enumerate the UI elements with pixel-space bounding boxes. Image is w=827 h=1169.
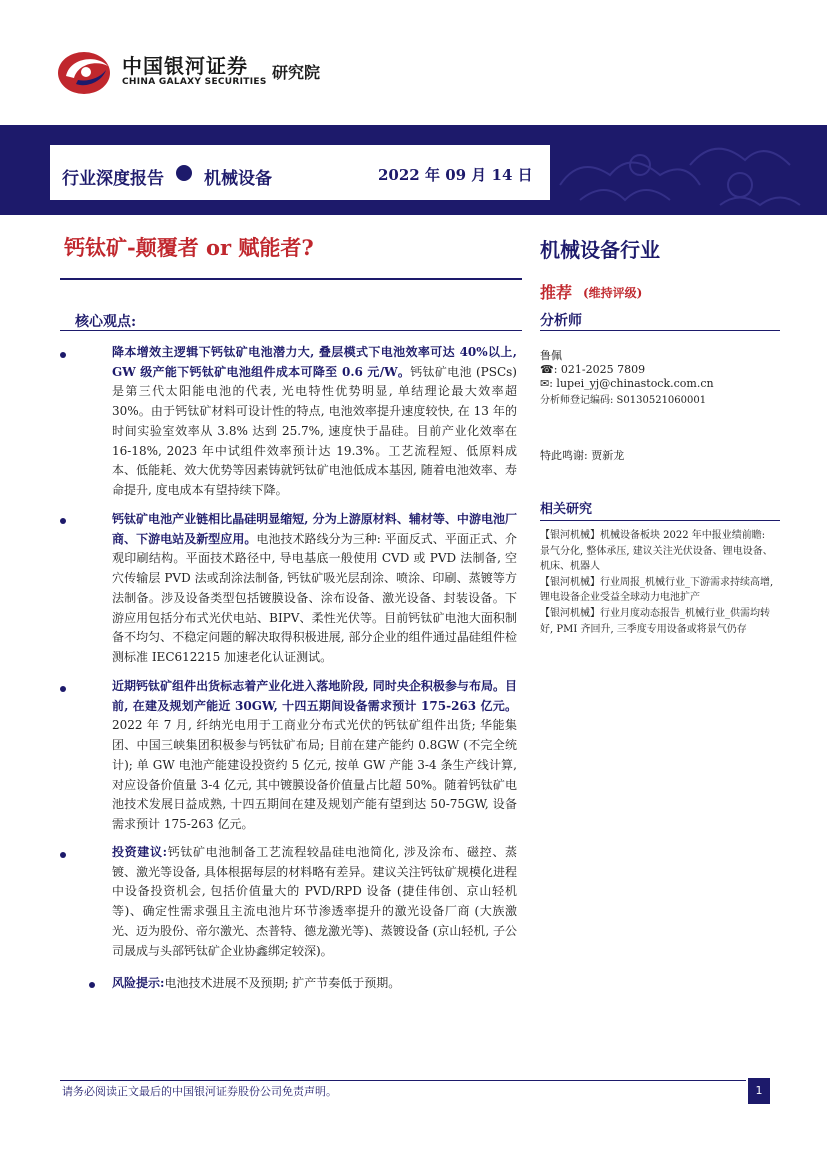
bullet-icon bbox=[60, 686, 66, 692]
risk-label: 风险提示: bbox=[112, 976, 165, 990]
bullet-text: 电池技术路线分为三种: 平面反式、平面正式、介观印刷结构。平面技术路径中, 导电基底一般使用 CVD 或 PVD 法制备, 空穴传输层 PVD 法或刮涂法制备, 钙钛矿吸光层刮涂、喷涂、印刷、蒸镀等方法制备。涉及设备类型包括镀膜设备、涂布设备、激光设备、封装设备。下游应用包括分布式光伏电站、BIPV、柔性光伏等。目前钙钛矿电池大面积制备不均匀、不稳定问题的解决取得积极进展, 部分企业的组件通过晶硅组件检测标准 IEC612215 加速老化认证测试。 bbox=[112, 531, 517, 664]
risk-text: 电池技术进展不及预期; 扩产节奏低于预期。 bbox=[164, 976, 401, 990]
footer-disclaimer: 请务必阅读正文最后的中国银河证券股份公司免责声明。 bbox=[62, 1085, 337, 1098]
bullet-bold: 投资建议: bbox=[112, 845, 168, 859]
core-bullet-4 bbox=[112, 843, 517, 961]
bullet-bold: 钙钛矿电池产业链相比晶硅明显缩短, 分为上游原材料、辅材等、中游电池厂商、下游电站及新型应用。 bbox=[112, 512, 517, 546]
report-date: 2022 年 09 月 14 日 bbox=[378, 166, 533, 184]
core-bullet-2 bbox=[112, 510, 517, 668]
related-research-list bbox=[540, 528, 778, 637]
related-research-item[interactable]: 【银河机械】行业月度动态报告_机械行业_供需均转好, PMI 齐回升, 三季度专用设备或将景气仍存 bbox=[540, 607, 770, 635]
core-divider bbox=[60, 330, 522, 331]
rating-note: (维持评级) bbox=[583, 286, 643, 300]
report-type: 行业深度报告 bbox=[62, 169, 164, 189]
core-bullet-3 bbox=[112, 677, 517, 835]
core-heading: 核心观点: bbox=[75, 314, 137, 330]
bullet-icon bbox=[89, 982, 95, 988]
risk-note bbox=[112, 974, 517, 994]
brand-name-cn: 中国银河证券 bbox=[122, 54, 248, 78]
related-research-item[interactable]: 【银河机械】机械设备板块 2022 年中报业绩前瞻: 景气分化, 整体承压, 建议关注光伏设备、锂电设备、机床、机器人 bbox=[540, 530, 773, 573]
analyst-registration: 分析师登记编码: S0130521060001 bbox=[540, 395, 707, 406]
bullet-text: 2022 年 7 月, 纤纳光电用于工商业分布式光伏的钙钛矿组件出货; 华能集团、中国三峡集团积极参与钙钛矿布局; 目前在建产能约 0.8GW (不完全统计); 单 GW 电池产能建设投资约 5 亿元, 按单 GW 产能 3-4 条生产线计算, 对应设备价值量 3-4 亿元, 其中镀膜设备价值量占比超 50%。随着钙钛矿电池技术发展日益成熟, 十四五期间在建及规划产能有望到达 50-75GW, 设备需求预计 175-263 亿元。 bbox=[112, 718, 517, 831]
galaxy-logo-icon bbox=[56, 46, 116, 96]
acknowledgement: 特此鸣谢: 贾新龙 bbox=[540, 449, 625, 462]
bullet-text: 钙钛矿电池制备工艺流程较晶硅电池简化, 涉及涂布、磁控、蒸镀、激光等设备, 具体根据每层的材料略有差异。建议关注钙钛矿规模化进程中设备投资机会, 包括价值量大的 PVD/RPD 设备 (捷佳伟创、京山轻机等)、确定性需求强且主流电池片环节渗透率提升的激光设备厂商 (大族激光、迈为股份、帝尔激光、杰普特、德龙激光等)、蒸镀设备 (京山轻机, 子公司晟成与头部钙钛矿企业协鑫绑定较深)。 bbox=[112, 845, 517, 958]
footer-divider bbox=[60, 1080, 746, 1081]
report-sector: 机械设备 bbox=[204, 169, 272, 189]
bullet-bold: 降本增效主逻辑下钙钛矿电池潜力大, 叠层模式下电池效率可达 40%以上, GW 级产能下钙钛矿电池组件成本可降至 0.6 元/W。 bbox=[112, 345, 517, 379]
bullet-text: 钙钛矿电池 (PSCs) 是第三代太阳能电池的代表, 光电特性优势明显, 单结理论最大效率超 30%。由于钙钛矿材料可设计性的特点, 电池效率提升速度较快, 在 13 年的时间实验室效率从 3.8% 达到 25.7%, 速度快于晶硅。目前产业化效率在 16-18%, 2023 年中试组件效率预计达 19.3%。工艺流程短、低原料成本、低能耗、效大优势等因素铸就钙钛矿电池低成本基因, 随着电池效率、寿命提升, 度电成本有望持续下降。 bbox=[112, 364, 517, 497]
brand-name-en: CHINA GALAXY SECURITIES bbox=[122, 77, 267, 87]
institute-label: 研究院 bbox=[272, 63, 321, 82]
bullet-icon bbox=[60, 852, 66, 858]
analyst-phone: ☎: 021-2025 7809 bbox=[540, 363, 646, 376]
analyst-divider bbox=[540, 330, 780, 331]
analyst-heading: 分析师 bbox=[540, 313, 582, 329]
analyst-email[interactable]: ✉: lupei_yj@chinastock.com.cn bbox=[540, 377, 714, 390]
separator-dot-icon bbox=[176, 165, 192, 181]
industry-label: 机械设备行业 bbox=[540, 238, 660, 262]
rating-label: 推荐 bbox=[540, 283, 573, 302]
page-number: 1 bbox=[748, 1078, 770, 1104]
bullet-bold: 近期钙钛矿组件出货标志着产业化进入落地阶段, 同时央企积极参与布局。目前, 在建及规划产能近 30GW, 十四五期间设备需求预计 175-263 亿元。 bbox=[112, 679, 517, 713]
analyst-name: 鲁佩 bbox=[540, 349, 562, 362]
related-divider bbox=[540, 520, 780, 521]
related-research-item[interactable]: 【银河机械】行业周报_机械行业_下游需求持续高增, 锂电设备企业受益全球动力电池扩产 bbox=[540, 576, 774, 604]
bullet-icon bbox=[60, 518, 66, 524]
bullet-icon bbox=[60, 352, 66, 358]
title-divider bbox=[60, 278, 522, 280]
core-bullet-1 bbox=[112, 343, 517, 501]
page-title: 钙钛矿-颠覆者 or 赋能者? bbox=[64, 235, 314, 260]
related-research-heading: 相关研究 bbox=[540, 502, 593, 517]
